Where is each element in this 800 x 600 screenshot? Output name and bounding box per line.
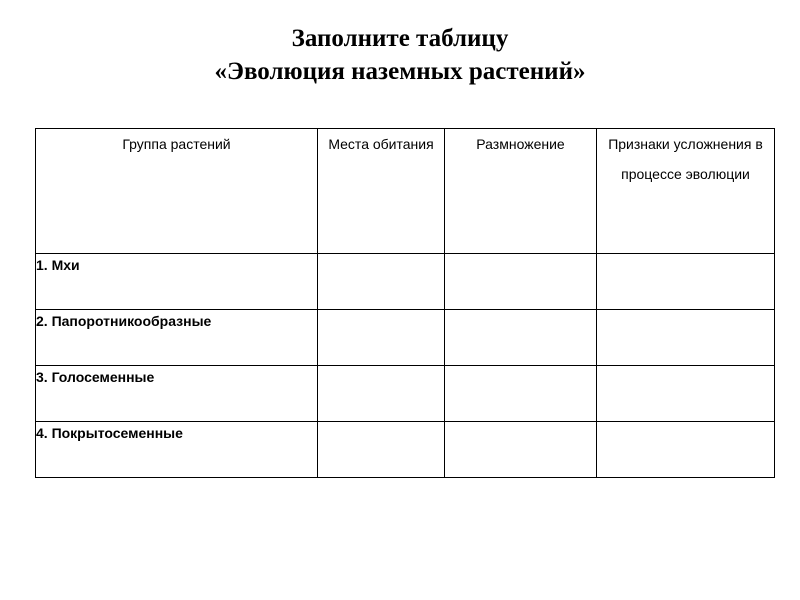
reproduction-cell[interactable] [445, 254, 597, 310]
table-row [36, 422, 775, 478]
complexity-cell[interactable] [597, 254, 775, 310]
habitat-cell[interactable] [318, 422, 445, 478]
header-habitat: Места обитания [318, 129, 445, 254]
habitat-cell[interactable] [318, 366, 445, 422]
table-header-row [36, 129, 775, 254]
header-plant-group: Группа растений [36, 129, 318, 254]
table-row [36, 366, 775, 422]
row-group-gymnosperms: 3. Голосеменные [36, 366, 318, 422]
row-group-mosses: 1. Мхи [36, 254, 318, 310]
header-complexity-features: Признаки усложнения в процессе эволюции [597, 129, 775, 254]
title-line-1: Заполните таблицу [291, 25, 509, 52]
complexity-cell[interactable] [597, 366, 775, 422]
header-reproduction: Размножение [445, 129, 597, 254]
row-group-angiosperms: 4. Покрытосеменные [36, 422, 318, 478]
complexity-cell[interactable] [597, 310, 775, 366]
title-line-2: «Эволюция наземных растений» [214, 58, 586, 85]
reproduction-cell[interactable] [445, 422, 597, 478]
complexity-cell[interactable] [597, 422, 775, 478]
habitat-cell[interactable] [318, 254, 445, 310]
reproduction-cell[interactable] [445, 366, 597, 422]
table-row [36, 254, 775, 310]
evolution-table [35, 128, 775, 478]
reproduction-cell[interactable] [445, 310, 597, 366]
row-group-ferns: 2. Папоротникообразные [36, 310, 318, 366]
slide-title [0, 22, 800, 88]
habitat-cell[interactable] [318, 310, 445, 366]
table-row [36, 310, 775, 366]
